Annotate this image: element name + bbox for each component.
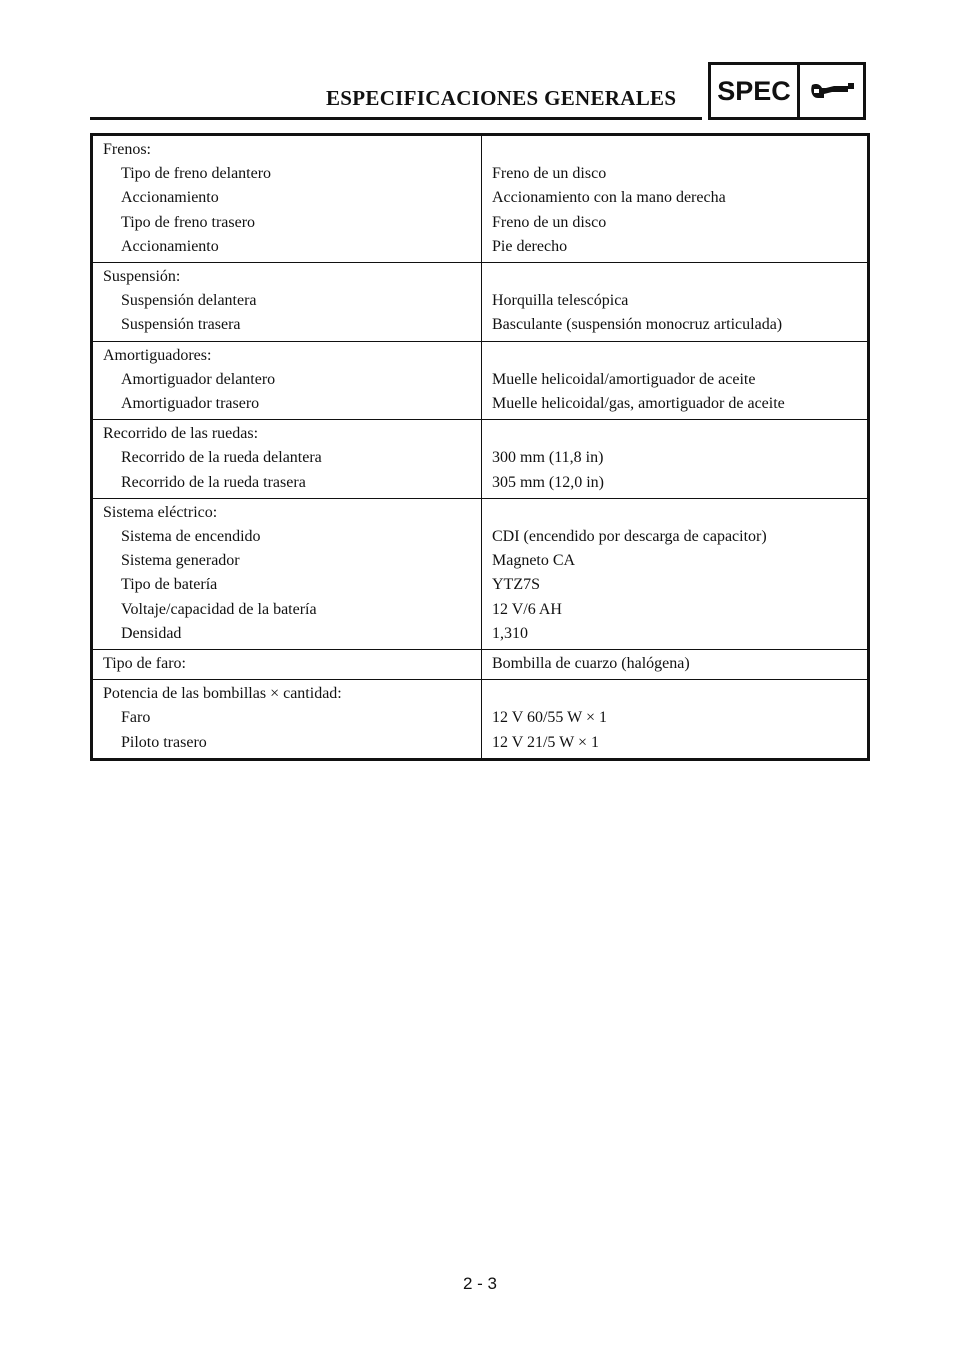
spec-value: 1,310 bbox=[492, 624, 528, 642]
spec-group bbox=[92, 135, 869, 263]
spec-group bbox=[92, 498, 869, 649]
spec-value: Magneto CA bbox=[492, 552, 576, 570]
spec-label: Densidad bbox=[121, 624, 182, 642]
section-title: Recorrido de las ruedas: bbox=[103, 425, 259, 443]
spec-values bbox=[482, 263, 869, 342]
section-title: Potencia de las bombillas × cantidad: bbox=[103, 685, 342, 703]
section-value bbox=[492, 682, 857, 706]
spec-labels bbox=[92, 420, 482, 499]
spec-label: Voltaje/capacidad de la batería bbox=[121, 600, 317, 618]
section-value bbox=[492, 344, 857, 368]
section-value bbox=[492, 138, 857, 162]
spec-label: Accionamiento bbox=[121, 189, 219, 207]
spec-values bbox=[482, 420, 869, 499]
spec-values bbox=[482, 650, 869, 680]
spec-values bbox=[482, 135, 869, 263]
spec-label: Tipo de freno delantero bbox=[121, 165, 272, 183]
spec-value: Horquilla telescópica bbox=[492, 292, 629, 310]
spec-badge bbox=[708, 62, 866, 120]
section-title: Sistema eléctrico: bbox=[103, 503, 218, 521]
spec-label: Accionamiento bbox=[121, 237, 219, 255]
spec-labels bbox=[92, 680, 482, 760]
spec-value: YTZ7S bbox=[492, 576, 540, 594]
spec-value: 300 mm (11,8 in) bbox=[492, 449, 604, 467]
spec-label: Recorrido de la rueda trasera bbox=[121, 473, 306, 491]
spec-label: Tipo de batería bbox=[121, 576, 218, 594]
spec-label: Recorrido de la rueda delantera bbox=[121, 449, 322, 467]
spec-table bbox=[90, 133, 870, 761]
spec-value: Accionamiento con la mano derecha bbox=[492, 189, 726, 207]
section-value bbox=[492, 265, 857, 289]
spec-value: Pie derecho bbox=[492, 237, 568, 255]
spec-labels bbox=[92, 650, 482, 680]
spec-label: Piloto trasero bbox=[121, 733, 207, 751]
section-value: Bombilla de cuarzo (halógena) bbox=[492, 655, 690, 673]
spec-value: Muelle helicoidal/gas, amortiguador de aceite bbox=[492, 395, 785, 413]
section-value bbox=[492, 501, 857, 525]
spec-label: Sistema generador bbox=[121, 552, 240, 570]
wrench-icon bbox=[800, 65, 863, 117]
spec-label: Suspensión delantera bbox=[121, 292, 257, 310]
spec-value: Basculante (suspensión monocruz articulada) bbox=[492, 316, 783, 334]
spec-values bbox=[482, 341, 869, 420]
section-title: Tipo de faro: bbox=[103, 655, 186, 673]
header-rule bbox=[90, 117, 702, 120]
spec-labels bbox=[92, 135, 482, 263]
spec-label: Faro bbox=[121, 709, 151, 727]
spec-value: CDI (encendido por descarga de capacitor) bbox=[492, 528, 767, 546]
spec-label: Suspensión trasera bbox=[121, 316, 241, 334]
spec-label: SPEC bbox=[711, 65, 800, 117]
spec-label: Amortiguador delantero bbox=[121, 370, 276, 388]
spec-label: Amortiguador trasero bbox=[121, 395, 260, 413]
spec-group bbox=[92, 680, 869, 760]
spec-value: Freno de un disco bbox=[492, 213, 607, 231]
section-title: Suspensión: bbox=[103, 268, 181, 286]
spec-group bbox=[92, 420, 869, 499]
page-number: 2 - 3 bbox=[462, 1274, 498, 1293]
spec-value: Muelle helicoidal/amortiguador de aceite bbox=[492, 370, 756, 388]
spec-value: Freno de un disco bbox=[492, 165, 607, 183]
spec-value: 12 V 60/55 W × 1 bbox=[492, 709, 607, 727]
spec-labels bbox=[92, 341, 482, 420]
spec-labels bbox=[92, 263, 482, 342]
spec-group bbox=[92, 341, 869, 420]
spec-value: 305 mm (12,0 in) bbox=[492, 473, 604, 491]
spec-group bbox=[92, 263, 869, 342]
spec-label: Tipo de freno trasero bbox=[121, 213, 256, 231]
spec-label: Sistema de encendido bbox=[121, 528, 261, 546]
spec-value: 12 V 21/5 W × 1 bbox=[492, 733, 599, 751]
spec-values bbox=[482, 680, 869, 760]
spec-group bbox=[92, 650, 869, 680]
section-title: Amortiguadores: bbox=[103, 346, 212, 364]
section-value bbox=[492, 422, 857, 446]
spec-labels bbox=[92, 498, 482, 649]
spec-values bbox=[482, 498, 869, 649]
section-title: Frenos: bbox=[103, 141, 151, 158]
page-title: ESPECIFICACIONES GENERALES bbox=[326, 86, 677, 110]
spec-value: 12 V/6 AH bbox=[492, 600, 562, 618]
